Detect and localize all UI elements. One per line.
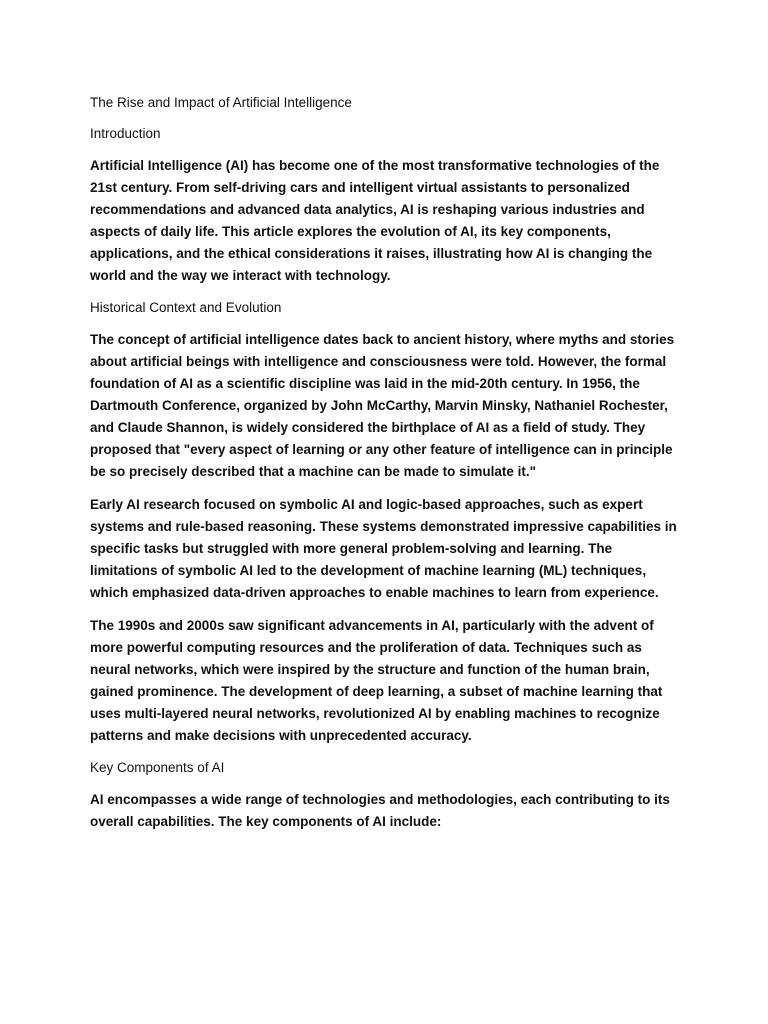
- document-title: The Rise and Impact of Artificial Intelligence: [90, 95, 352, 110]
- paragraph-components-1: AI encompasses a wide range of technologies and methodologies, each contributing to its overall capabilities. The key components of AI include:: [90, 792, 670, 829]
- section-heading-history: Historical Context and Evolution: [90, 300, 282, 315]
- paragraph-history-1: The concept of artificial intelligence dates back to ancient history, where myths and stories about artificial beings with intelligence and consciousness were told. However, the formal foundation of AI as a scientific discipline was laid in the mid-20th century. In 1956, the Dartmouth Conference, organized by John McCarthy, Marvin Minsky, Nathaniel Rochester, and Claude Shannon, is widely considered the birthplace of AI as a field of study. They proposed that "every aspect of learning or any other feature of intelligence can in principle be so precisely described that a machine can be made to simulate it.": [90, 332, 675, 479]
- section-heading-components: Key Components of AI: [90, 760, 225, 775]
- document-page: [90, 93, 680, 844]
- paragraph-history-3: The 1990s and 2000s saw significant advancements in AI, particularly with the advent of more powerful computing resources and the proliferation of data. Techniques such as neural networks, which were inspired by the structure and function of the human brain, gained prominence. The development of deep learning, a subset of machine learning that uses multi-layered neural networks, revolutionized AI by enabling machines to recognize patterns and make decisions with unprecedented accuracy.: [90, 618, 663, 743]
- paragraph-introduction-1: Artificial Intelligence (AI) has become one of the most transformative technologies of the 21st century. From self-driving cars and intelligent virtual assistants to personalized recommendations and advanced data analytics, AI is reshaping various industries and aspects of daily life. This article explores the evolution of AI, its key components, applications, and the ethical considerations it raises, illustrating how AI is changing the world and the way we interact with technology.: [90, 158, 660, 283]
- paragraph-history-2: Early AI research focused on symbolic AI and logic-based approaches, such as expert systems and rule-based reasoning. These systems demonstrated impressive capabilities in specific tasks but struggled with more general problem-solving and learning. The limitations of symbolic AI led to the development of machine learning (ML) techniques, which emphasized data-driven approaches to enable machines to learn from experience.: [90, 497, 677, 600]
- section-heading-introduction: Introduction: [90, 126, 161, 141]
